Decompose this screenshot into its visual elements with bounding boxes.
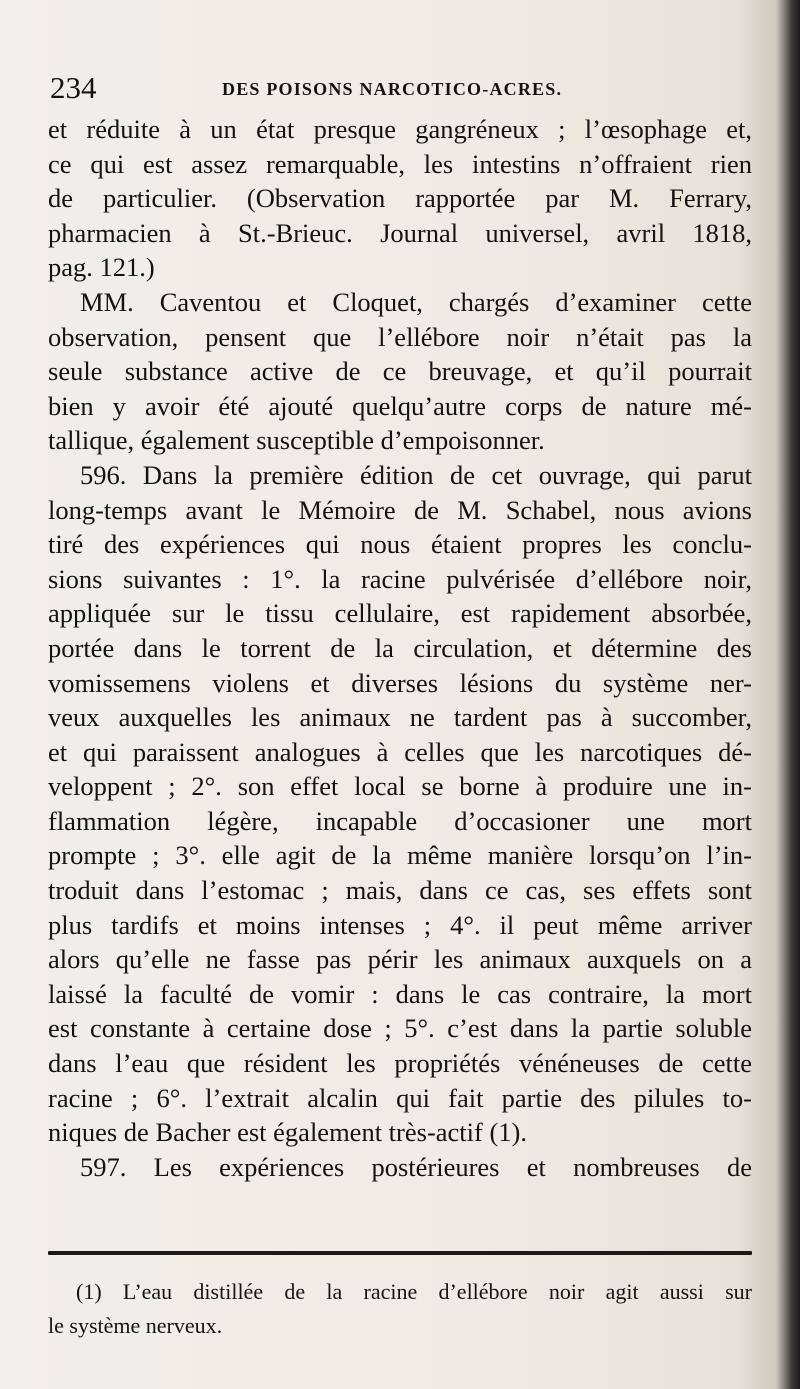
text-line: 597. Les expériences postérieures et nombreuses de: [80, 1151, 752, 1182]
text-line: troduit dans l’estomac ; mais, dans ce cas, ses effets sont: [48, 875, 752, 906]
body-text: [48, 112, 752, 1184]
text-line: appliquée sur le tissu cellulaire, est rapidement absorbée,: [48, 598, 752, 629]
text-line: plus tardifs et moins intenses ; 4°. il peut même arriver: [48, 909, 752, 940]
text-line: de particulier. (Observation rapportée par M. Ferrary,: [48, 183, 752, 214]
text-line: seule substance active de ce breuvage, et qu’il pourrait: [48, 356, 752, 387]
text-line: 596. Dans la première édition de cet ouvrage, qui parut: [80, 459, 752, 490]
text-line: et qui paraissent analogues à celles que les narcotiques dé-: [48, 736, 752, 767]
text-line: long-temps avant le Mémoire de M. Schabel, nous avions: [48, 494, 752, 525]
text-line: portée dans le torrent de la circulation, et détermine des: [48, 632, 752, 663]
text-line: racine ; 6°. l’extrait alcalin qui fait partie des pilules to-: [48, 1082, 752, 1113]
text-line: bien y avoir été ajouté quelqu’autre corps de nature mé-: [48, 390, 752, 421]
text-line: tiré des expériences qui nous étaient propres les conclu-: [48, 529, 752, 560]
text-line: laissé la faculté de vomir : dans le cas contraire, la mort: [48, 978, 752, 1009]
page-number: 234: [50, 70, 97, 105]
text-line: ce qui est assez remarquable, les intestins n’offraient rien: [48, 148, 752, 179]
text-line: pharmacien à St.-Brieuc. Journal universel, avril 1818,: [48, 217, 752, 248]
text-line: observation, pensent que l’ellébore noir n’était pas la: [48, 321, 752, 352]
text-line: vomissemens violens et diverses lésions du système ner-: [48, 667, 752, 698]
footnote-line: (1) L’eau distillée de la racine d’ellébore noir agit aussi sur: [76, 1279, 752, 1304]
running-title: DES POISONS NARCOTICO-ACRES.: [222, 79, 563, 99]
footnote-line: le système nerveux.: [48, 1313, 223, 1338]
text-line: MM. Caventou et Cloquet, chargés d’examiner cette: [80, 286, 752, 317]
text-line: et réduite à un état presque gangréneux ; l’œsophage et,: [48, 114, 752, 144]
text-line: sions suivantes : 1°. la racine pulvérisée d’ellébore noir,: [48, 563, 752, 594]
text-line: niques de Bacher est également très-actif (1).: [48, 1117, 527, 1148]
text-line: veloppent ; 2°. son effet local se borne à produire une in-: [48, 771, 752, 802]
text-line: est constante à certaine dose ; 5°. c’est dans la partie soluble: [48, 1013, 752, 1044]
text-line: flammation légère, incapable d’occasioner une mort: [48, 805, 752, 836]
footnote-rule: [48, 1251, 752, 1255]
footnotes: [48, 1275, 752, 1343]
text-line: veux auxquelles les animaux ne tardent pas à succomber,: [48, 702, 752, 733]
text-line: alors qu’elle ne fasse pas périr les animaux auxquels on a: [48, 944, 752, 975]
text-line: pag. 121.): [48, 252, 155, 283]
text-line: dans l’eau que résident les propriétés vénéneuses de cette: [48, 1048, 752, 1079]
running-header: [50, 70, 750, 106]
text-line: tallique, également susceptible d’empoisonner.: [48, 425, 545, 456]
text-line: prompte ; 3°. elle agit de la même manière lorsqu’on l’in-: [48, 840, 752, 871]
